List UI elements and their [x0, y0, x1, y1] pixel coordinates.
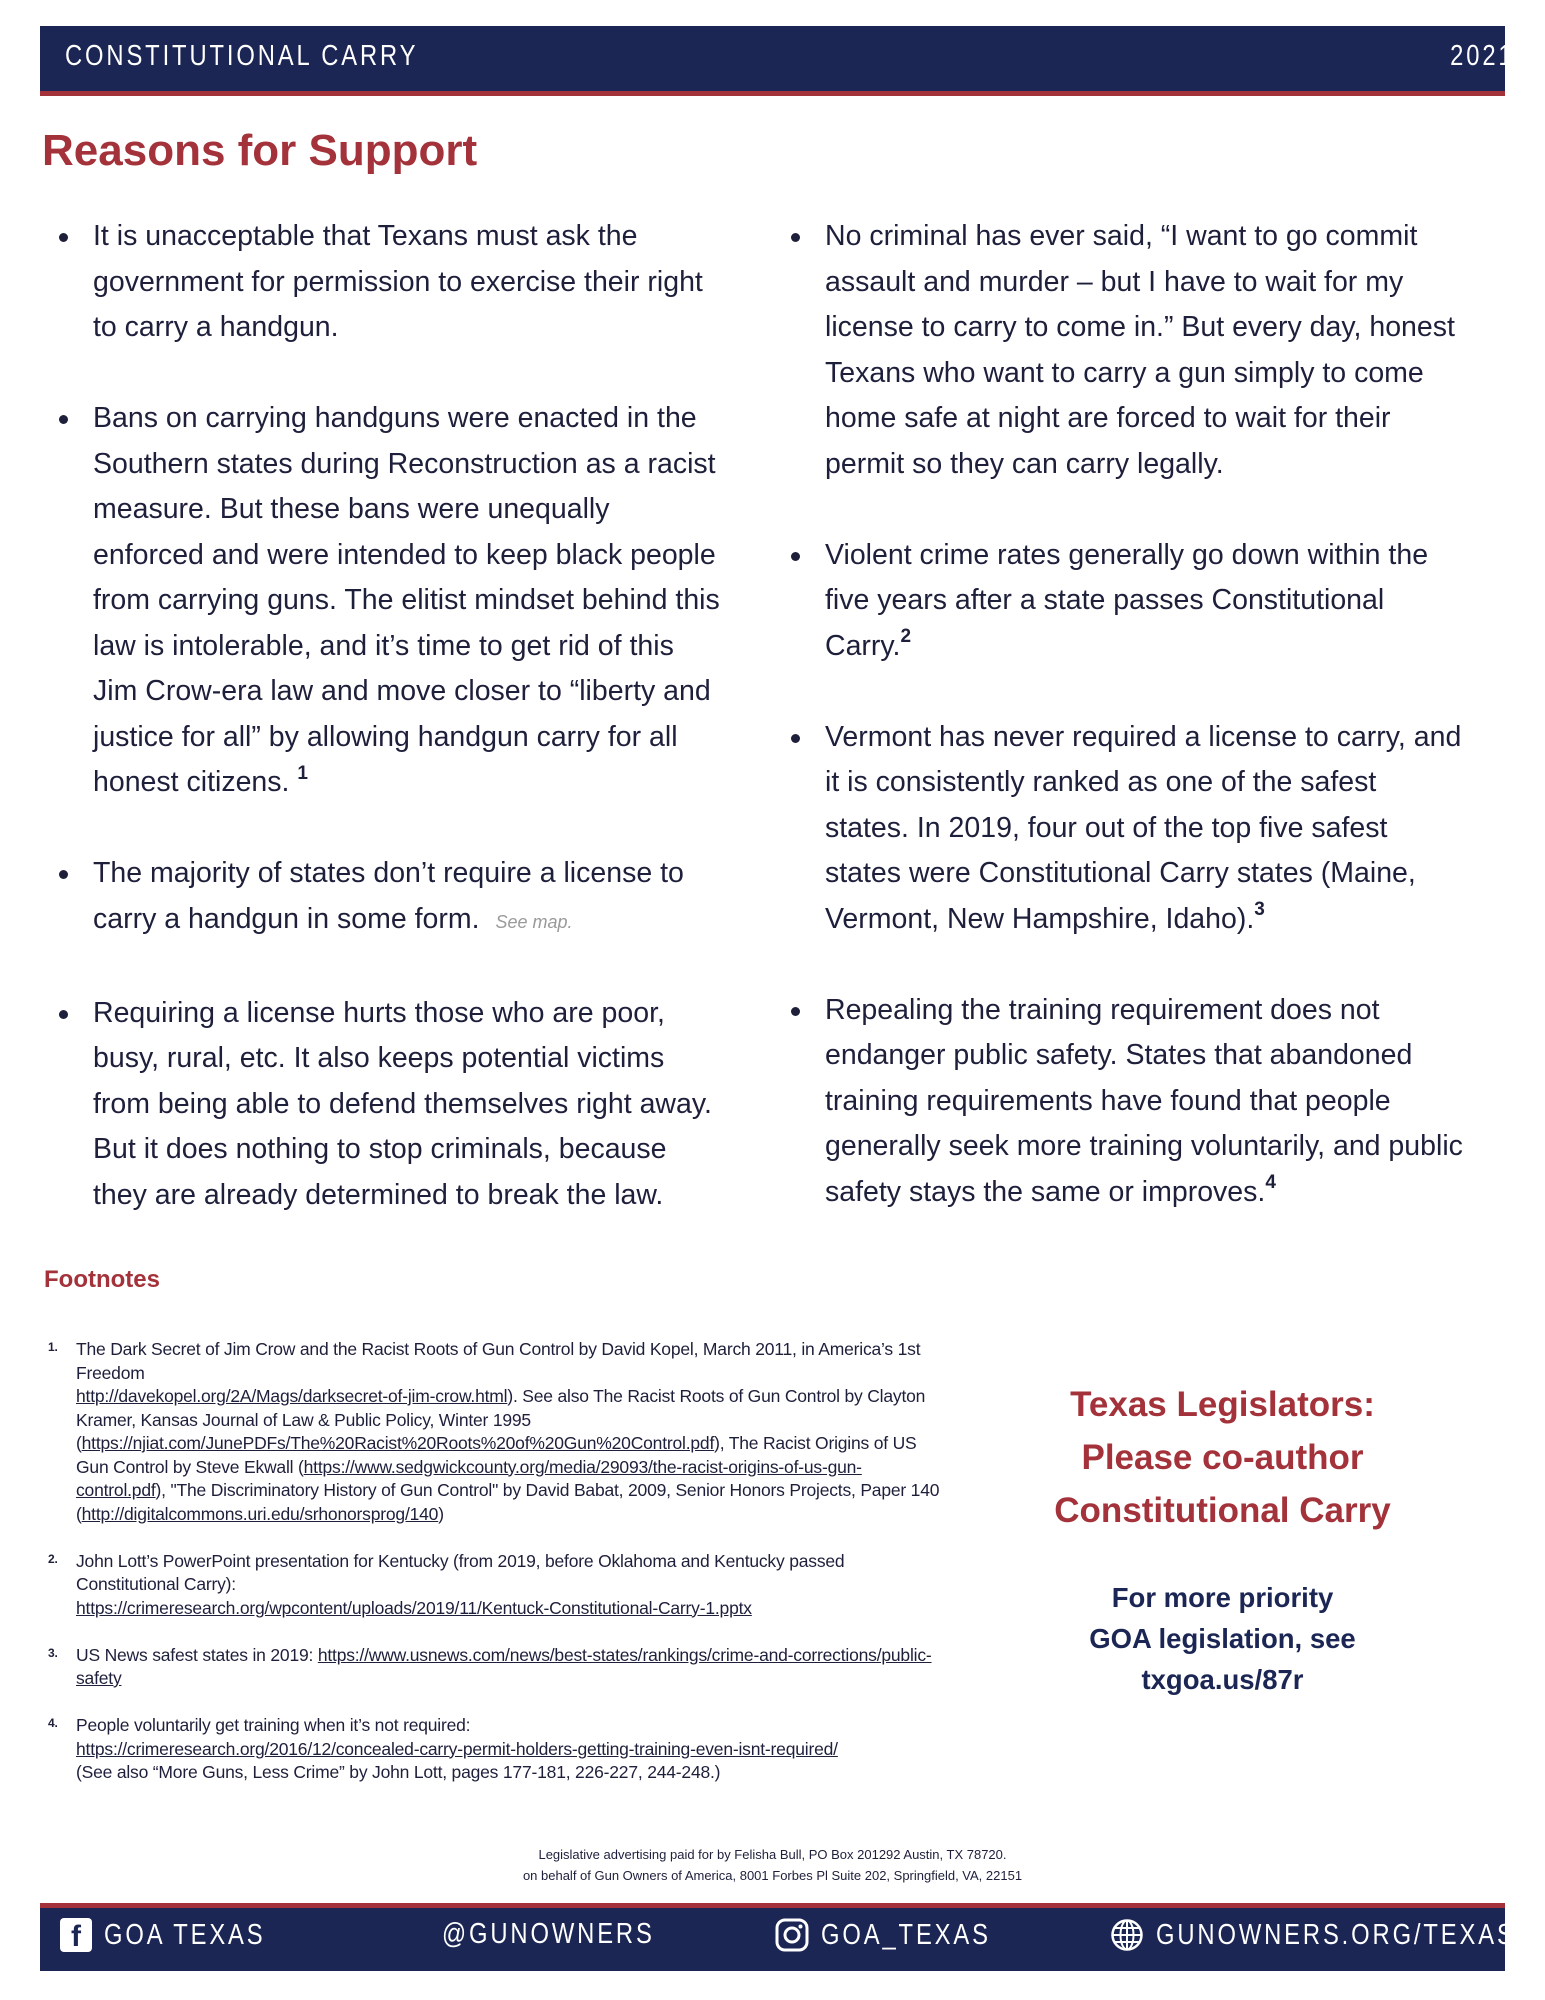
reason-text: Vermont has never required a license to carry, and it is consistently ranked as one of the safest states. In 2019, four out of the top five safest states were Constitutional Carry states (Maine, Vermont, New Hampshire, Idaho). [825, 720, 1462, 935]
header-year: 2021 [1450, 40, 1515, 72]
bullet-icon [59, 233, 68, 242]
bullet-icon [59, 870, 68, 879]
reason-text: No criminal has ever said, “I want to go commit assault and murder – but I have to wait for my license to carry to come in.” But every day, honest Texans who want to carry a gun simply to come home safe at night are forced to wait for their permit so they can carry legally. [825, 220, 1455, 480]
footnote-text: People voluntarily get training when it’s not required: [76, 1715, 471, 1735]
footnote-text: ), "The Discriminatory History of Gun Control" by David Babat, 2009, Senior Honors Projects, Paper 140 ( [76, 1480, 940, 1524]
disclaimer-line: Legislative advertising paid for by Felisha Bull, PO Box 201292 Austin, TX 78720. [538, 1847, 1007, 1862]
callout-sub-line: For more priority [1111, 1582, 1334, 1613]
bullet-icon [59, 1010, 68, 1019]
bullet-icon [59, 415, 68, 424]
footnote-text: ), The Racist Origins of US Gun Control by Steve Ekwall ( [76, 1433, 917, 1477]
reason-text: The majority of states don’t require a license to carry a handgun in some form. [93, 857, 684, 935]
instagram-label: GOA_TEXAS [821, 1918, 991, 1951]
reason-item [56, 214, 726, 351]
reason-item [56, 991, 726, 1219]
footnote-item [48, 1714, 948, 1785]
footnote-number: 2. [48, 1551, 58, 1566]
footnote-text: The Dark Secret of Jim Crow and the Racist Roots of Gun Control by David Kopel, March 2011, in America’s 1st Freedom [76, 1339, 921, 1383]
bullet-icon [791, 734, 800, 743]
reason-text: Bans on carrying handguns were enacted in the Southern states during Reconstruction as a racist measure. But these bans were unequally enforced and were intended to keep black people from carrying guns. The elitist mindset behind this law is intolerable, and it’s time to get rid of this Jim Crow-era law and move closer to “liberty and justice for all” by allowing handgun carry for all honest citizens. [93, 402, 720, 798]
facebook-label: GOA TEXAS [104, 1918, 266, 1951]
reason-text: Requiring a license hurts those who are poor, busy, rural, etc. It also keeps potential victims from being able to defend themselves right away. But it does nothing to stop criminals, because they are already determined to break the law. [93, 996, 712, 1211]
reason-item [788, 214, 1468, 487]
footnote-link[interactable]: https://www.sedgwickcounty.org/media/29093/the-racist-origins-of-us-gun-control.pdf [76, 1456, 862, 1500]
footnote-item [48, 1338, 948, 1526]
footnote-number: 3. [48, 1645, 58, 1660]
right-column [788, 214, 1468, 1261]
footnote-ref[interactable]: 4 [1265, 1172, 1276, 1193]
footnote-number: 4. [48, 1716, 58, 1730]
website-label: GUNOWNERS.ORG/TEXAS [1156, 1918, 1516, 1951]
callout-subtext [1000, 1577, 1445, 1700]
footnote-text: ) [438, 1503, 444, 1524]
footer-facebook[interactable] [60, 1918, 301, 1952]
footnote-ref[interactable]: 1 [297, 762, 308, 784]
callout-line: Texas Legislators: [1070, 1385, 1375, 1424]
header-title: CONSTITUTIONAL CARRY [65, 40, 419, 72]
reasons-list-left [56, 214, 726, 1218]
bullet-icon [791, 552, 800, 561]
twitter-label: @GUNOWNERS [442, 1918, 655, 1950]
footnote-link[interactable]: https://njiat.com/JunePDFs/The%20Racist%20Roots%20of%20Gun%20Control.pdf [81, 1433, 715, 1453]
footer-twitter[interactable] [442, 1918, 701, 1951]
left-column [56, 214, 726, 1264]
callout-line: Please co-author [1081, 1438, 1364, 1477]
header-bar [40, 26, 1515, 96]
reason-item [56, 851, 726, 945]
footnotes-title: Footnotes [44, 1266, 160, 1293]
callout-headline [1000, 1378, 1445, 1537]
footer-instagram[interactable] [775, 1918, 1028, 1952]
callout-line: Constitutional Carry [1054, 1491, 1391, 1530]
footnote-ref[interactable]: 3 [1254, 899, 1265, 920]
footnote-link[interactable]: http://davekopel.org/2A/Mags/darksecret-of-jim-crow.html [76, 1386, 508, 1406]
reason-text: Repealing the training requirement does not endanger public safety. States that abandoned training requirements have found that people generally seek more training voluntarily, and public safety stays the same or improves. [825, 993, 1463, 1208]
footnote-text: ). See also The Racist Roots of Gun Control by Clayton Kramer, Kansas Journal of Law & Public Policy, Winter 1995 ( [76, 1386, 926, 1453]
footer-website[interactable] [1110, 1918, 1545, 1952]
callout-box [1000, 1378, 1445, 1700]
facebook-icon: f [60, 1918, 92, 1952]
footnote-link[interactable]: https://crimeresearch.org/2016/12/concealed-carry-permit-holders-getting-training-even-isnt-required/ [76, 1738, 838, 1759]
disclaimer-line: on behalf of Gun Owners of America, 8001 Forbes Pl Suite 202, Springfield, VA, 22151 [522, 1868, 1023, 1883]
footnote-item [48, 1550, 948, 1621]
reasons-list-right [788, 214, 1468, 1215]
globe-icon [1110, 1918, 1144, 1952]
reason-text: It is unacceptable that Texans must ask the government for permission to exercise their right to carry a handgun. [93, 220, 703, 343]
footnote-link[interactable]: https://crimeresearch.org/wpcontent/uploads/2019/11/Kentuck-Constitutional-Carry-1.pptx [76, 1597, 752, 1618]
reason-item [56, 396, 726, 806]
footnote-item [48, 1644, 948, 1691]
bullet-icon [791, 1007, 800, 1016]
page-title: Reasons for Support [42, 126, 478, 175]
footnote-list [48, 1338, 948, 1808]
footnote-text: (See also “More Guns, Less Crime” by John Lott, pages 177-181, 226-227, 244-248.) [76, 1762, 721, 1782]
callout-link[interactable]: txgoa.us/87r [1141, 1664, 1304, 1695]
bullet-icon [791, 233, 800, 242]
callout-sub-line: GOA legislation, see [1089, 1623, 1356, 1654]
footnote-link[interactable]: http://digitalcommons.uri.edu/srhonorsprog/140 [81, 1503, 439, 1524]
legal-disclaimer [0, 1844, 1545, 1886]
see-map-note: See map. [495, 911, 573, 932]
reason-item [788, 715, 1468, 943]
reason-item [788, 533, 1468, 670]
footnote-text: US News safest states in 2019: [76, 1644, 318, 1665]
footer-bar [40, 1903, 1516, 1971]
reason-text: Violent crime rates generally go down within the five years after a state passes Constitutional Carry. [825, 538, 1429, 662]
footnote-link[interactable]: https://www.usnews.com/news/best-states/rankings/crime-and-corrections/public-safety [76, 1644, 932, 1688]
reason-item [788, 988, 1468, 1216]
instagram-icon [775, 1918, 809, 1952]
footnote-ref[interactable]: 2 [900, 626, 912, 647]
footnote-number: 1. [48, 1340, 58, 1354]
footnote-text: John Lott’s PowerPoint presentation for Kentucky (from 2019, before Oklahoma and Kentucky passed Constitutional Carry): [76, 1550, 845, 1594]
